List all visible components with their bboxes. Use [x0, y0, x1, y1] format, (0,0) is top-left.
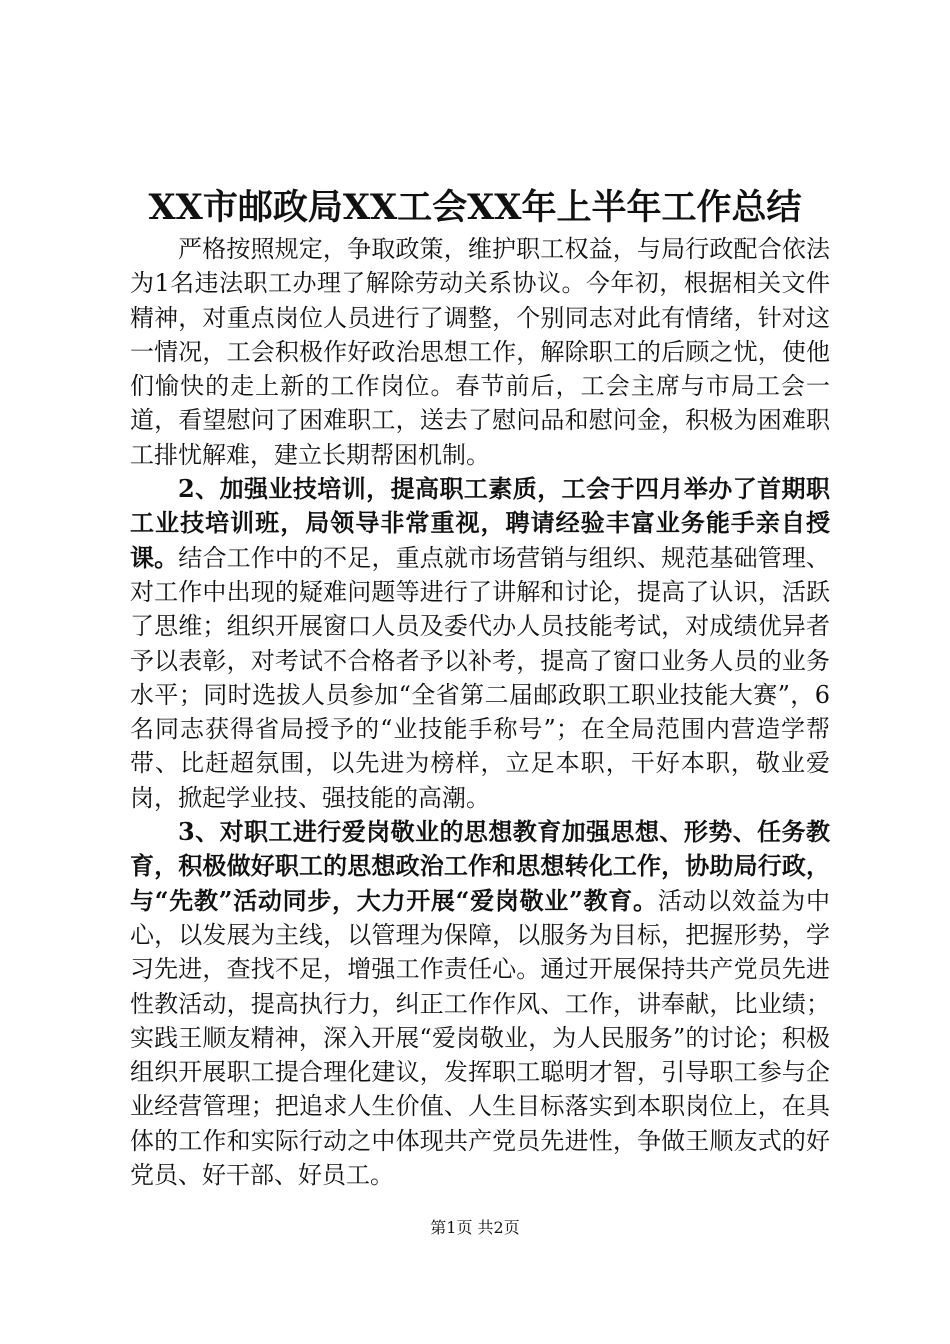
paragraph-1-text: 严格按照规定，争取政策，维护职工权益，与局行政配合依法为1名违法职工办理了解除劳动关系协议。今年初，根据相关文件精神，对重点岗位人员进行了调整，个别同志对此有情绪，针对这一情况，工会积极作好政治思想工作，解除职工的后顾之忧，使他们愉快的走上新的工作岗位。春节前后，工会主席与市局工会一道，看望慰问了困难职工，送去了慰问品和慰问金，积极为困难职工排忧解难，建立长期帮困机制。	[130, 235, 830, 469]
page-footer: 第1页 共2页	[430, 1218, 520, 1237]
paragraph-3	[130, 815, 830, 1192]
paragraph-2-text: 结合工作中的不足，重点就市场营销与组织、规范基础管理、对工作中出现的疑难问题等进行了讲解和讨论，提高了认识，活跃了思维；组织开展窗口人员及委代办人员技能考试，对成绩优异者予以表彰，对考试不合格者予以补考，提高了窗口业务人员的业务水平；同时选拔人员参加“全省第二届邮政职工职业技能大赛”，6名同志获得省局授予的“业技能手称号”；在全局范围内营造学帮带、比赶超氛围，以先进为榜样，立足本职，干好本职，敬业爱岗，掀起学业技、强技能的高潮。	[130, 543, 831, 812]
paragraph-2	[130, 472, 830, 815]
document-body	[130, 232, 830, 1192]
paragraph-3-lead: 3、对职工进行爱岗敬业的思想教育加强思想、形势、任务教育，积极做好职工的思想政治工作和思想转化工作，协助局行政，与“先教”活动同步，大力开展“爱岗敬业”教育。	[130, 817, 830, 915]
paragraph-3-text: 活动以效益为中心，以发展为主线，以管理为保障，以服务为目标，把握形势，学习先进，查找不足，增强工作责任心。通过开展保持共产党员先进性教活动，提高执行力，纠正工作作风、工作，讲奉献，比业绩；实践王顺友精神，深入开展“爱岗敬业，为人民服务”的讨论；积极组织开展职工提合理化建议，发挥职工聪明才智，引导职工参与企业经营管理；把追求人生价值、人生目标落实到本职岗位上，在具体的工作和实际行动之中体现共产党员先进性，争做王顺友式的好党员、好干部、好员工。	[130, 886, 831, 1190]
paragraph-1	[130, 232, 830, 472]
document-title: XX市邮政局XX工会XX年上半年工作总结	[148, 187, 802, 228]
paragraph-2-lead: 2、加强业技培训，提高职工素质，工会于四月举办了首期职工业技培训班，局领导非常重视，聘请经验丰富业务能手亲自授课。	[130, 474, 830, 572]
